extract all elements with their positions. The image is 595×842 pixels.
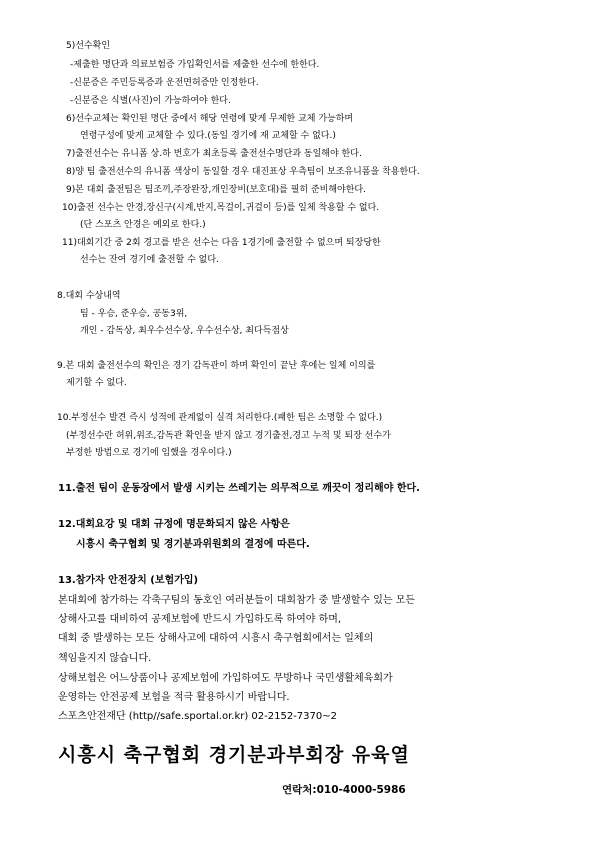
player-check-rule-1: -제출한 명단과 의료보험증 가입확인서를 제출한 선수에 한한다.	[70, 60, 320, 70]
trash-rule: 11.출전 팀이 운동장에서 발생 시키는 쓰레기는 의무적으로 깨끗이 정리해야 한다.	[58, 483, 420, 494]
insurance-paragraph-6: 운영하는 안전공제 보험을 적극 활용하시기 바랍니다.	[58, 692, 290, 703]
awards-heading: 8.대회 수상내역	[57, 291, 121, 301]
player-check-heading: 5)선수확인	[66, 41, 111, 51]
warning-rule-cont: 선수는 잔여 경기에 출전할 수 없다.	[80, 255, 219, 265]
player-check-rule-2: -신분증은 주민등록증과 운전면허증만 인정한다.	[70, 78, 259, 88]
equipment-rule: 9)본 대회 출전팀은 팀조끼,주장완장,개인장비(보호대)를 필히 준비해야한다.	[66, 185, 366, 195]
awards-team: 팀 - 우승, 준우승, 공동3위,	[80, 309, 188, 319]
player-confirmation-rule: 9.본 대회 출전선수의 확인은 경기 감독관이 하며 확인이 끝난 후에는 일체 이의를	[57, 361, 376, 371]
ineligible-player-rule: 10.부정선수 발견 즉시 성적에 관계없이 실격 처리한다.(패한 팀은 소명할 수 없다.)	[57, 413, 383, 423]
unspecified-matters-rule-cont: 시흥시 축구협회 및 경기분과위원회의 결정에 따른다.	[76, 539, 310, 550]
accessory-rule: 10)출전 선수는 안경,장신구(시계,반지,목걸이,귀걸이 등)를 일체 착용할 수 없다.	[62, 203, 380, 213]
unspecified-matters-rule: 12.대회요강 및 대회 규정에 명문화되지 않은 사항은	[58, 519, 290, 530]
signature-line: 시흥시 축구협회 경기분과부회장 유육열	[58, 744, 410, 766]
contact-phone: 연락처:010-4000-5986	[282, 784, 406, 796]
sports-safety-foundation: 스포츠안전재단 (http//safe.sportal.or.kr) 02-2152-7370~2	[58, 711, 338, 722]
insurance-paragraph-2: 상해사고를 대비하여 공제보험에 반드시 가입하도록 하여야 하며,	[58, 614, 342, 625]
insurance-paragraph-4: 책임을지지 않습니다.	[58, 653, 152, 664]
insurance-heading: 13.참가자 안전장치 (보험가입)	[58, 575, 199, 586]
ineligible-player-definition: (부정선수란 허위,위조,감독관 확인을 받지 않고 경기출전,경고 누적 및 퇴장 선수가	[66, 431, 391, 441]
insurance-paragraph-1: 본대회에 참가하는 각축구팀의 동호인 여러분들이 대회참가 중 발생할수 있는 모든	[58, 595, 416, 606]
insurance-paragraph-5: 상해보험은 어느상품이나 공제보험에 가입하여도 무방하나 국민생활체육회가	[58, 673, 393, 684]
ineligible-player-definition-cont: 부정한 방법으로 경기에 임했을 경우이다.)	[66, 448, 232, 458]
substitution-rule-cont: 연령구성에 맞게 교체할 수 있다.(동일 경기에 재 교체할 수 없다.)	[80, 131, 336, 141]
uniform-color-rule: 8)양 팀 출전선수의 유니폼 색상이 동일할 경우 대진표상 우측팀이 보조유니폼을 착용한다.	[66, 167, 420, 177]
awards-individual: 개인 - 감독상, 최우수선수상, 우수선수상, 최다득점상	[80, 326, 289, 336]
warning-rule: 11)대회기간 중 2회 경고를 받은 선수는 다음 1경기에 출전할 수 없으며 퇴장당한	[62, 238, 381, 248]
player-confirmation-rule-cont: 제기할 수 없다.	[66, 378, 127, 388]
accessory-rule-exception: (단 스포츠 안경은 예외로 한다.)	[80, 220, 206, 230]
substitution-rule: 6)선수교체는 확인된 명단 중에서 해당 연령에 맞게 무제한 교체 가능하며	[66, 114, 354, 124]
uniform-number-rule: 7)출전선수는 유니폼 상.하 번호가 최초등록 출전선수명단과 동일해야 한다.	[66, 149, 362, 159]
player-check-rule-3: -신분증은 식별(사진)이 가능하여야 한다.	[70, 96, 231, 106]
insurance-paragraph-3: 대회 중 발생하는 모든 상해사고에 대하여 시흥시 축구협회에서는 일체의	[58, 633, 374, 644]
